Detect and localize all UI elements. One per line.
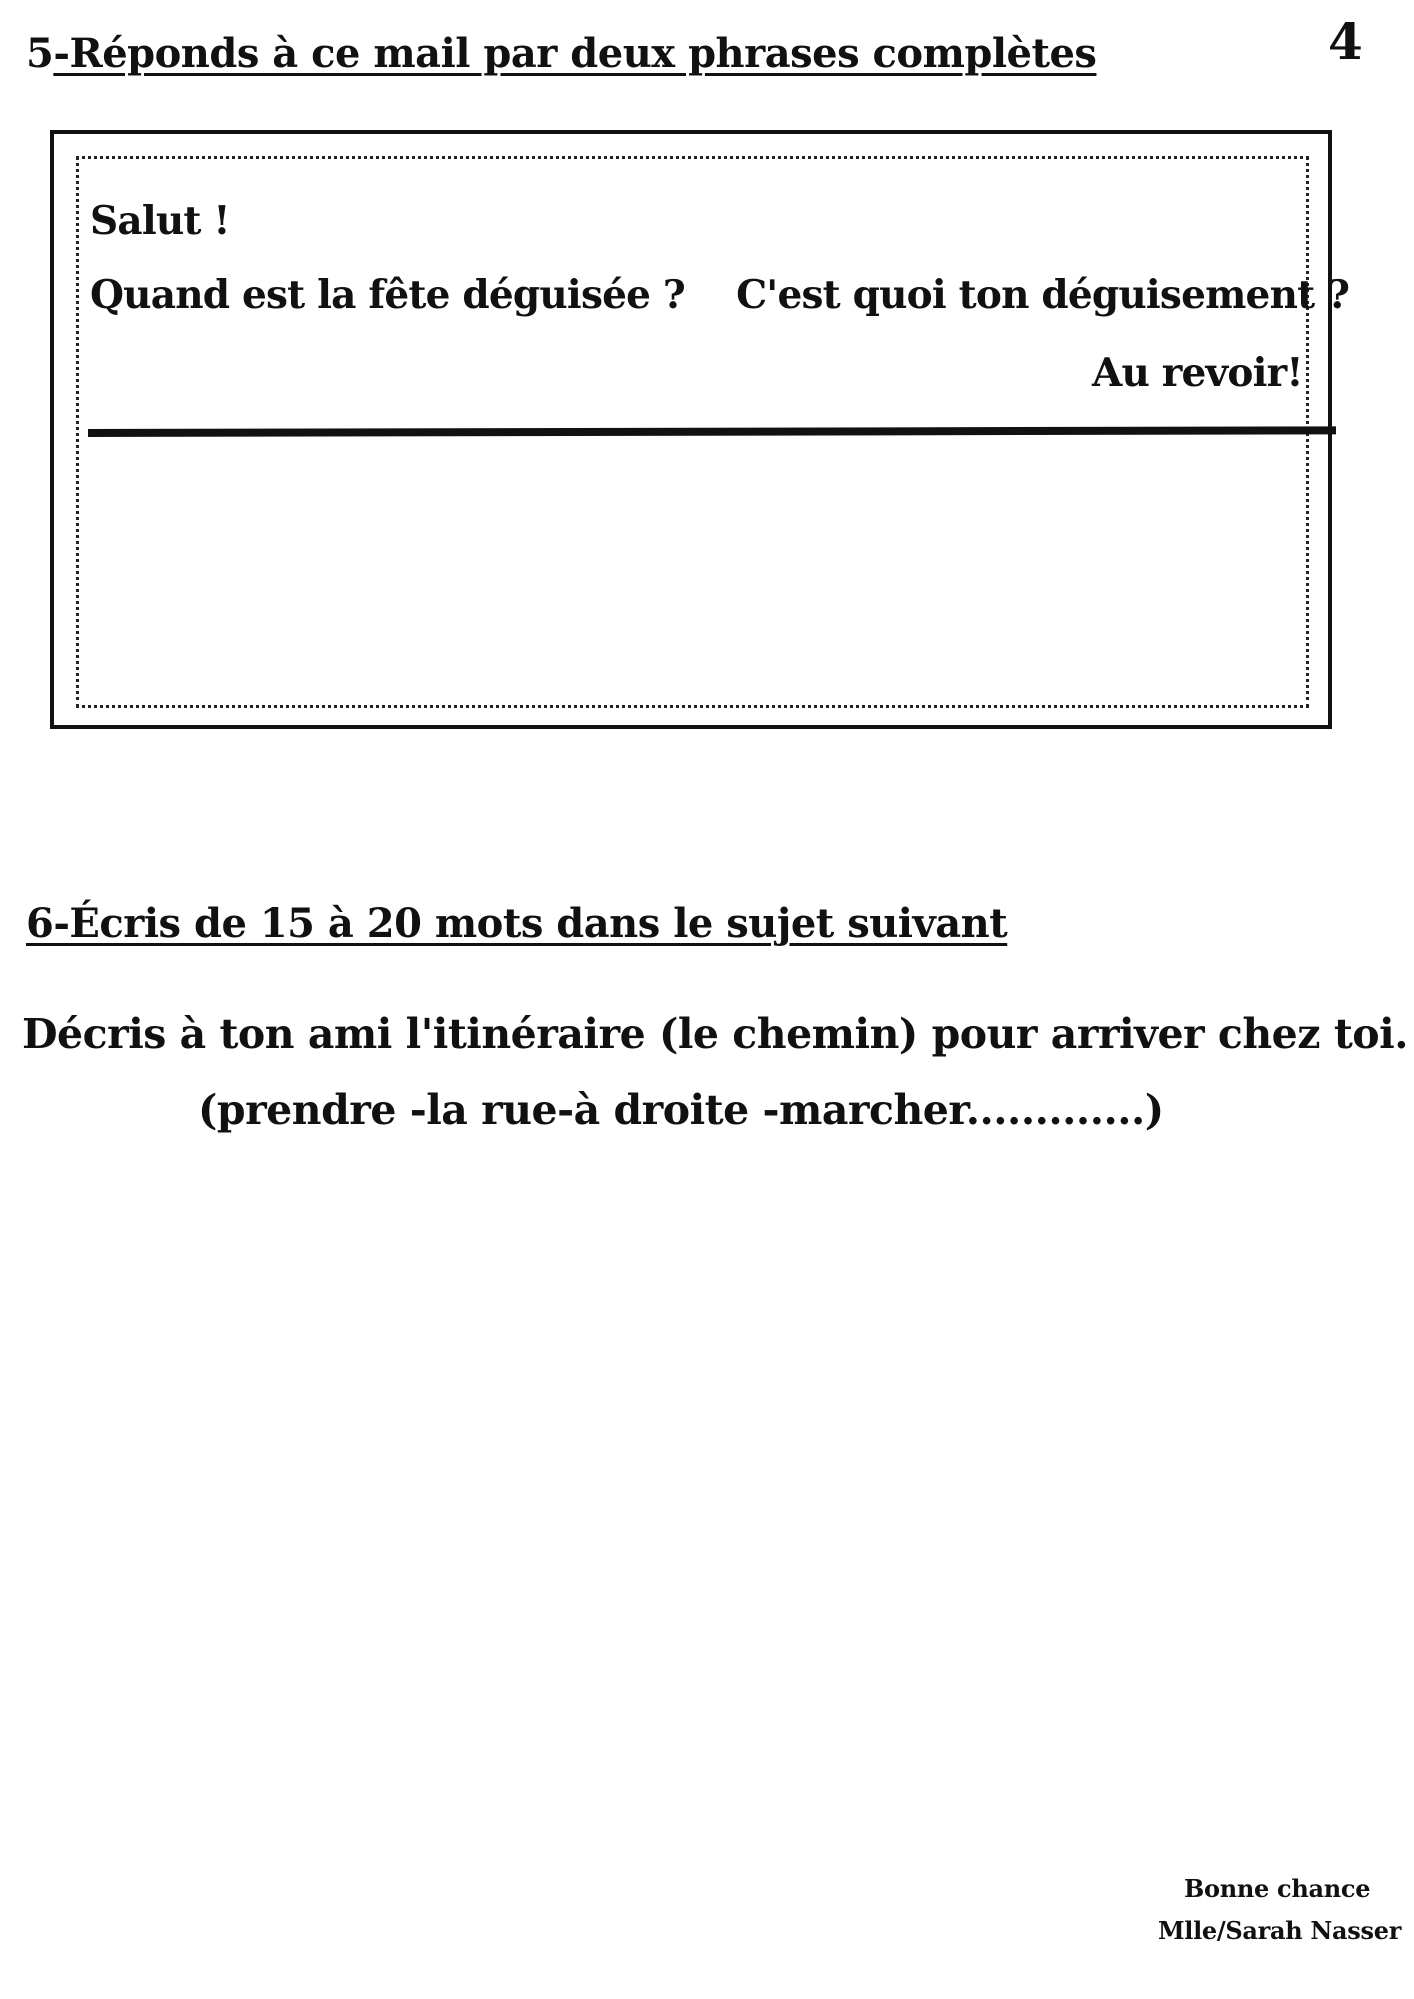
footer-good-luck: Bonne chance	[1184, 1874, 1371, 1903]
page-number: 4	[1328, 12, 1363, 71]
writing-prompt-hint: (prendre -la rue-à droite -marcher.............)	[198, 1086, 1164, 1134]
mail-closing: Au revoir!	[1092, 350, 1303, 396]
mail-questions: Quand est la fête déguisée ? C'est quoi ton déguisement ?	[90, 272, 1350, 318]
question-5-instruction: -Réponds à ce mail par deux phrases complètes	[53, 30, 1097, 77]
question-6-title: 6-Écris de 15 à 20 mots dans le sujet suivant	[26, 900, 1008, 947]
question-5-number: 5	[26, 30, 54, 77]
footer-teacher-name: Mlle/Sarah Nasser	[1158, 1916, 1402, 1945]
question-5-title	[26, 30, 1096, 77]
writing-prompt: Décris à ton ami l'itinéraire (le chemin) pour arriver chez toi.	[22, 1010, 1408, 1058]
mail-greeting: Salut !	[90, 198, 230, 244]
